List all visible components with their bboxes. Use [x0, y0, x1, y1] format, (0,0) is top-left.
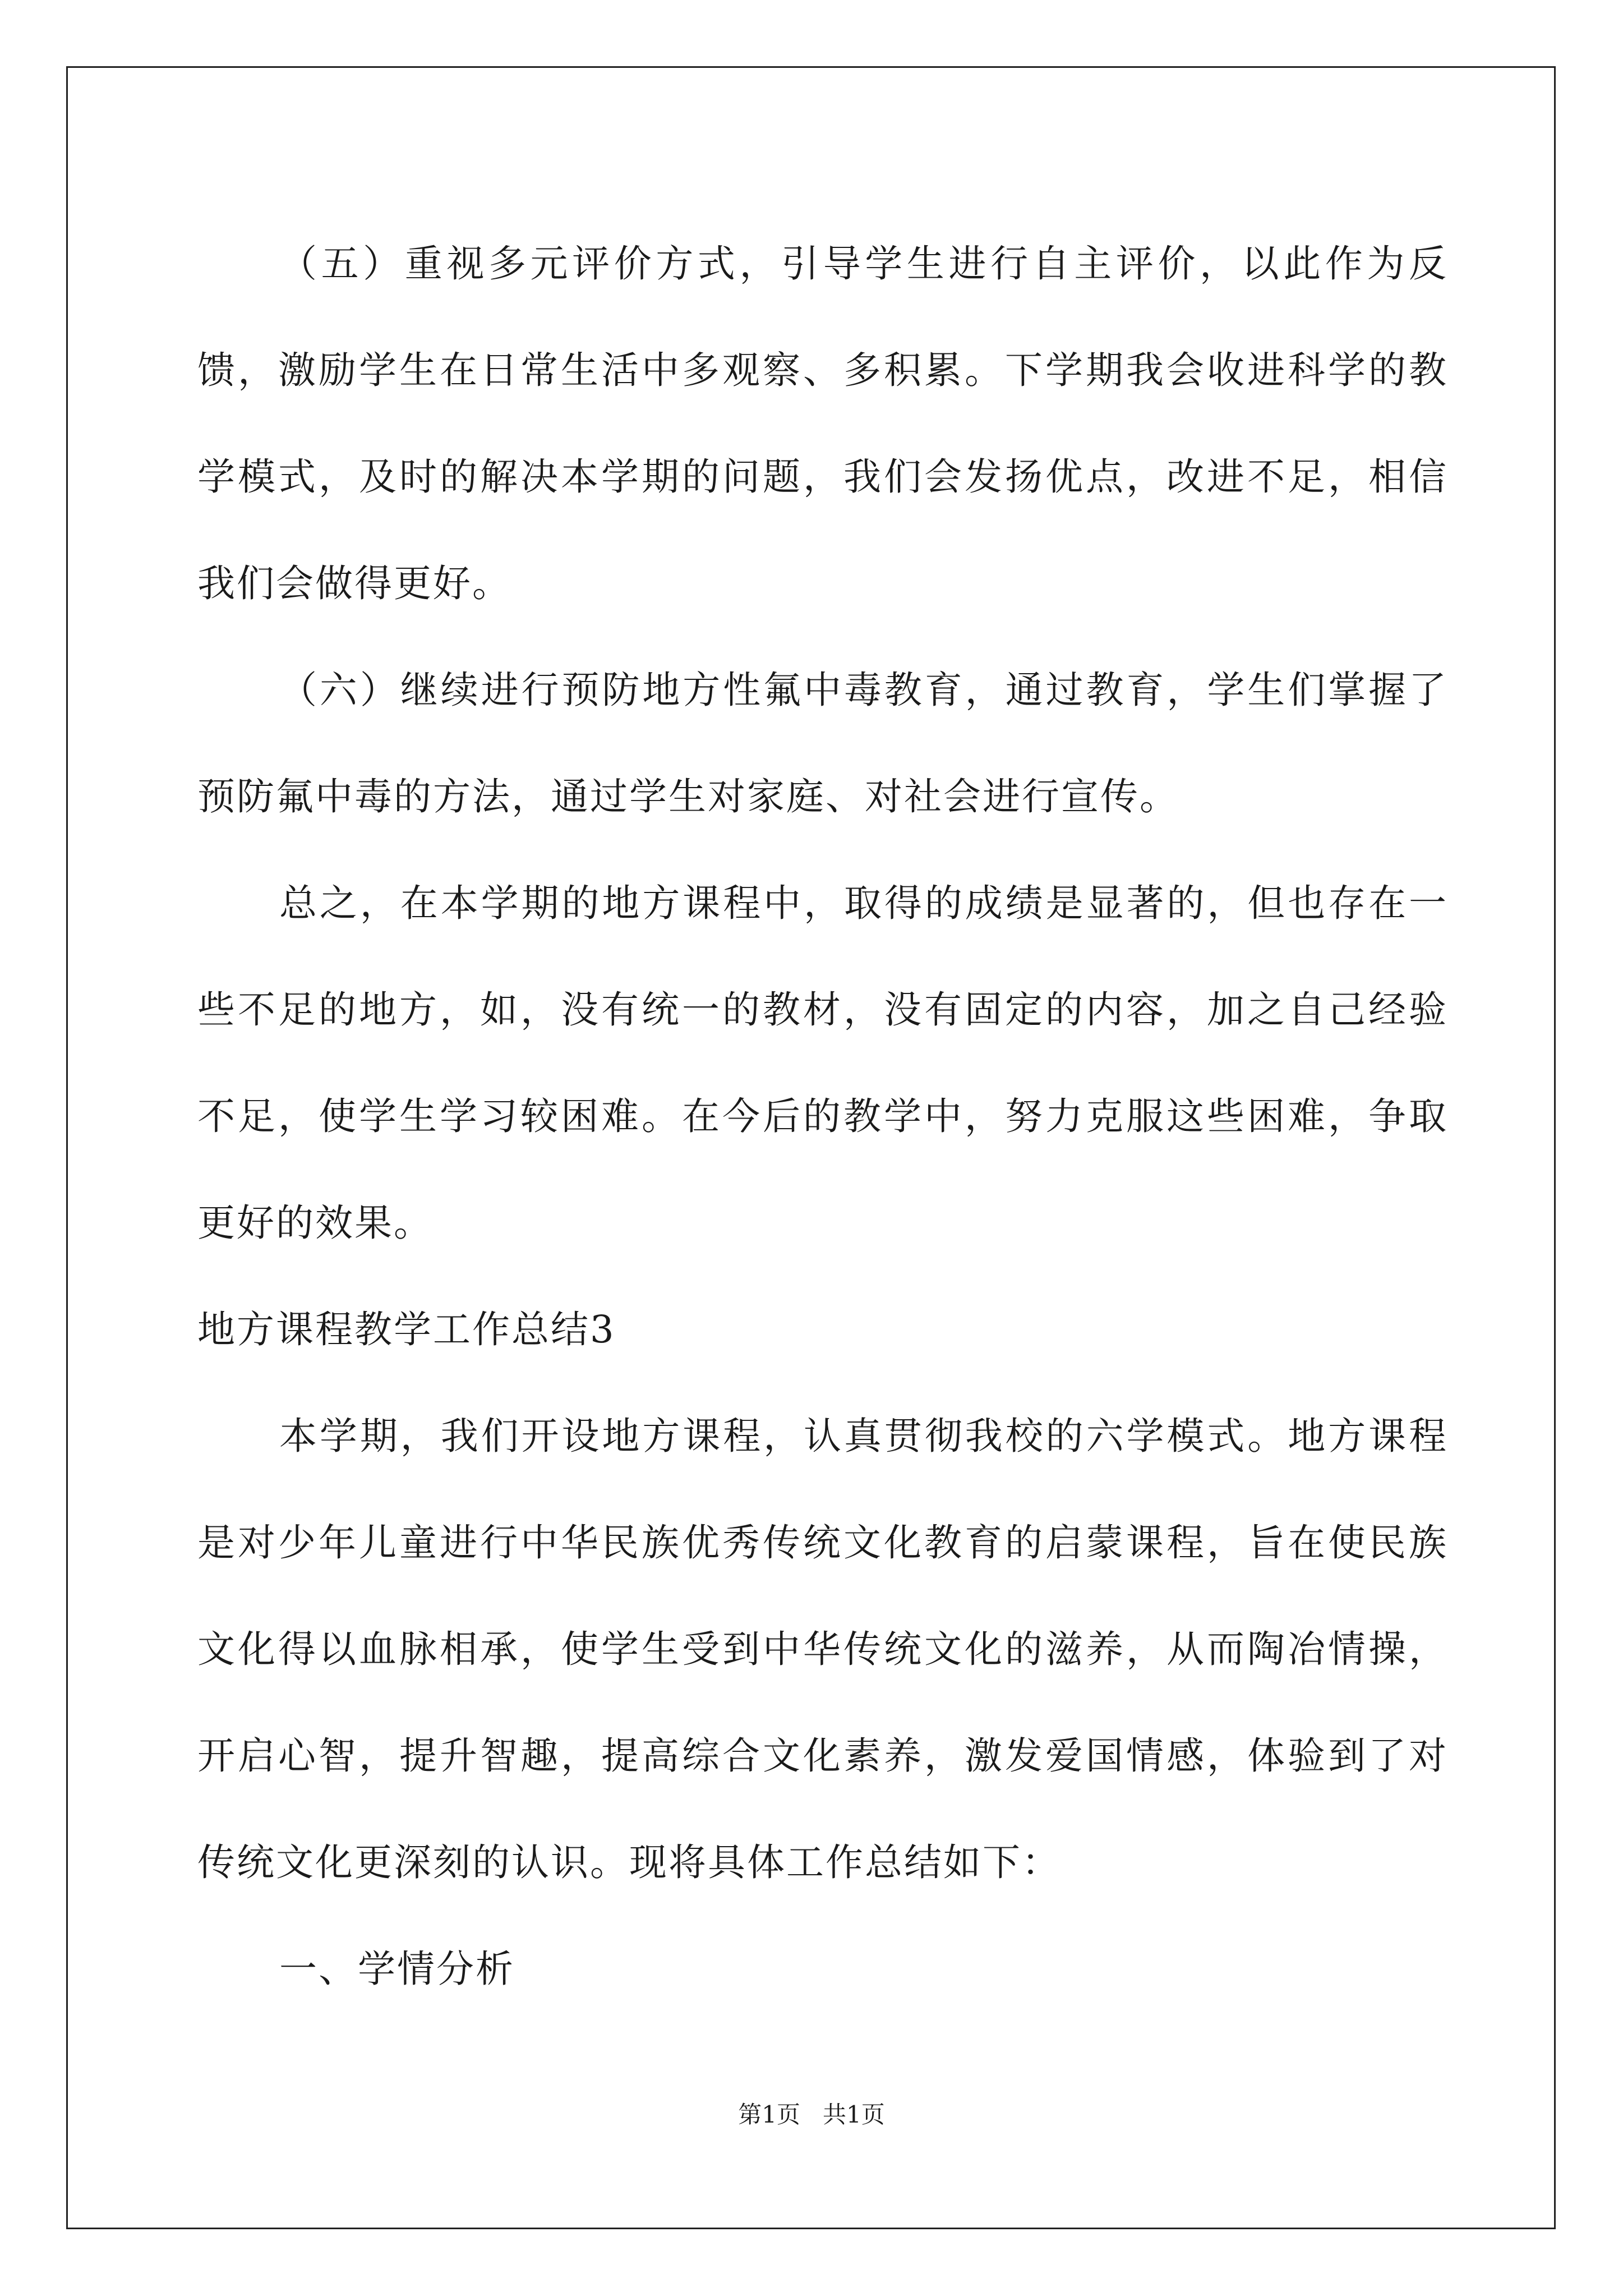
paragraph-evaluation: （五）重视多元评价方式，引导学生进行自主评价，以此作为反馈，激励学生在日常生活中多观察、多积累。下学期我会收进科学的教学模式，及时的解决本学期的问题，我们会发扬优点，改进不足，相信我们会做得更好。 — [197, 242, 1448, 605]
page-footer — [0, 2098, 1623, 2132]
document-body — [197, 210, 1448, 2022]
page-count: 共1页 — [823, 2101, 885, 2128]
paragraph-fluorosis-education: （六）继续进行预防地方性氟中毒教育，通过教育，学生们掌握了预防氟中毒的方法，通过学生对家庭、对社会进行宣传。 — [197, 668, 1448, 818]
section-title: 地方课程教学工作总结3 — [197, 1308, 616, 1351]
paragraph-intro: 本学期，我们开设地方课程，认真贯彻我校的六学模式。地方课程是对少年儿童进行中华民族优秀传统文化教育的启蒙课程，旨在使民族文化得以血脉相承，使学生受到中华传统文化的滋养，从而陶冶情操，开启心智，提升智趣，提高综合文化素养，激发爱国情感，体验到了对传统文化更深刻的认识。现将具体工作总结如下： — [197, 1414, 1448, 1884]
paragraph-summary: 总之，在本学期的地方课程中，取得的成绩是显著的，但也存在一些不足的地方，如，没有统一的教材，没有固定的内容，加之自己经验不足，使学生学习较困难。在今后的教学中，努力克服这些困难，争取更好的效果。 — [197, 881, 1448, 1245]
subheading-situation-analysis: 一、学情分析 — [279, 1947, 515, 1991]
page-number: 第1页 — [738, 2101, 800, 2128]
